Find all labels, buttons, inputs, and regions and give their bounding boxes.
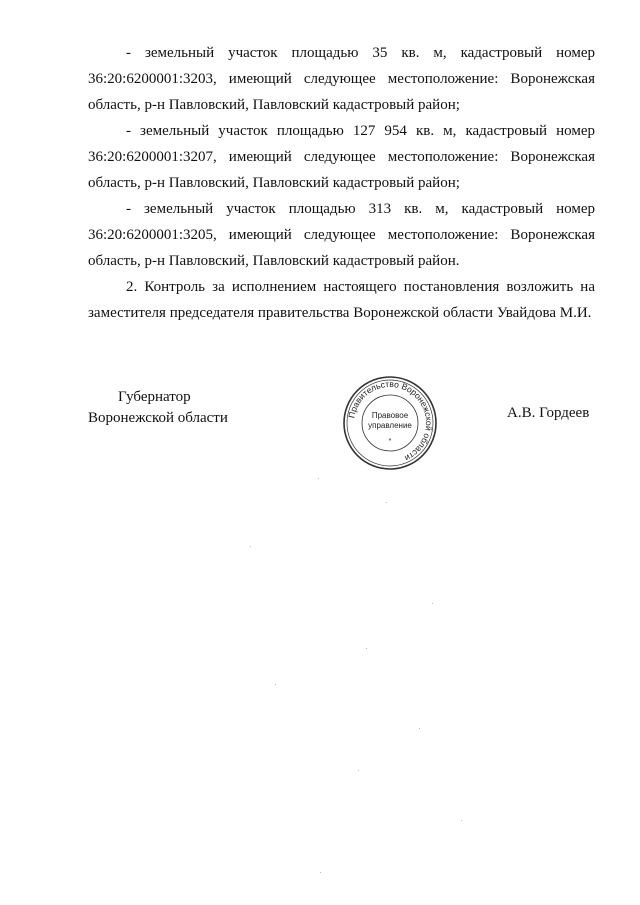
land-plot-item-3: - земельный участок площадью 313 кв. м, кадастровый номер 36:20:6200001:3205, имеющий следующее местоположение: Воронежская область, р-н Павловский, Павловский кадастровый район. xyxy=(88,201,595,269)
land-plot-item-1: - земельный участок площадью 35 кв. м, кадастровый номер 36:20:6200001:3203, имеющий следующее местоположение: Воронежская область, р-н Павловский, Павловский кадастровый район; xyxy=(88,45,595,113)
scan-speck xyxy=(318,478,319,479)
scan-speck xyxy=(419,728,420,729)
scan-speck xyxy=(366,648,367,649)
signatory-title xyxy=(88,387,228,429)
document-body xyxy=(88,40,595,326)
scan-speck xyxy=(432,603,433,604)
scan-speck xyxy=(250,546,251,547)
scan-speck xyxy=(461,820,462,821)
seal-inner-line-2: управление xyxy=(368,421,412,430)
land-plot-item-2: - земельный участок площадью 127 954 кв. м, кадастровый номер 36:20:6200001:3207, имеющий следующее местоположение: Воронежская область, р-н Павловский, Павловский кадастровый район; xyxy=(88,123,595,191)
seal-outer-text: Правительство Воронежской области xyxy=(346,378,435,464)
seal-star: * xyxy=(388,438,392,445)
signatory-title-line-1: Губернатор xyxy=(118,389,191,405)
signatory-name: А.В. Гордеев xyxy=(507,405,590,421)
seal-inner-line-1: Правовое xyxy=(371,411,409,420)
clause-2-paragraph: 2. Контроль за исполнением настоящего постановления возложить на заместителя председателя правительства Воронежской области Увайдова М.И. xyxy=(88,279,595,321)
official-seal-stamp xyxy=(340,373,440,473)
scan-speck xyxy=(358,770,359,771)
scan-speck xyxy=(320,872,321,873)
signatory-title-line-2: Воронежской области xyxy=(88,410,228,426)
scan-speck xyxy=(386,502,387,503)
scan-speck xyxy=(275,684,276,685)
